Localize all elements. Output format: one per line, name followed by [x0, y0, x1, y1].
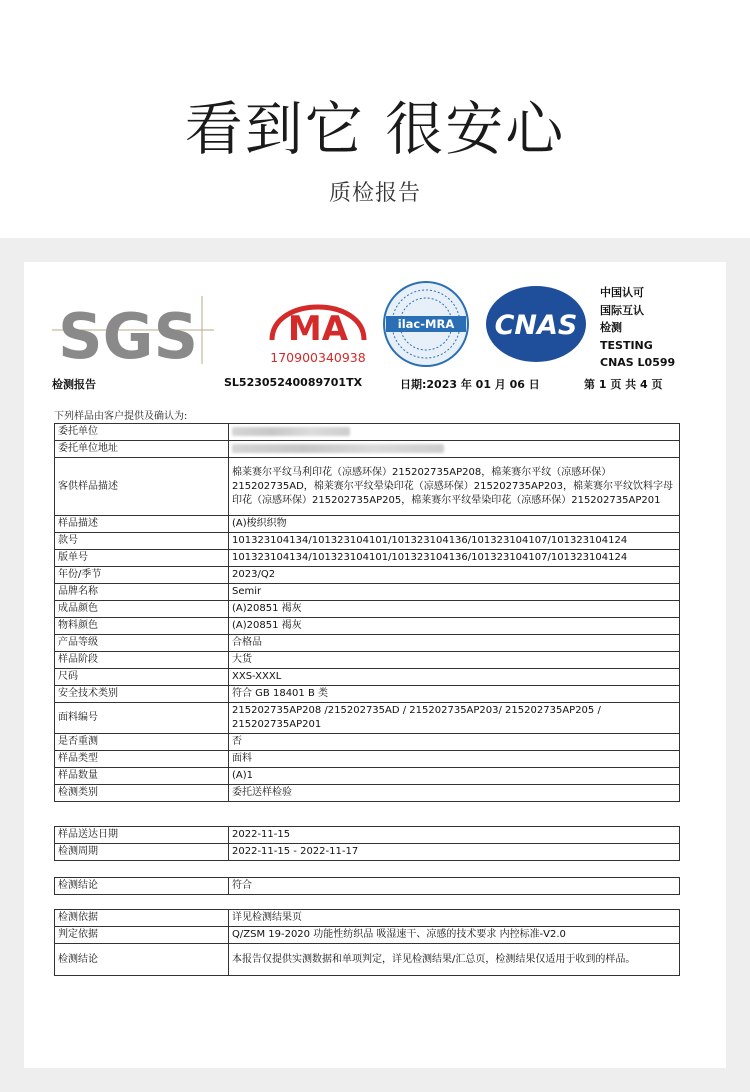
table-row	[55, 686, 680, 703]
table-row	[55, 703, 680, 734]
row-key: 尺码	[55, 669, 229, 686]
sample-info-table	[54, 423, 680, 802]
row-value: 棉莱赛尔平纹马利印花（凉感环保）215202735AP208，棉莱赛尔平纹（凉感环保）215202735AD，棉莱赛尔平纹晕染印花（凉感环保）215202735AP203，棉莱赛尔平纹饮料字母印花（凉感环保）215202735AP205，棉莱赛尔平纹晕染印花（凉感环保）215202735AP201	[229, 458, 680, 516]
table-row	[55, 516, 680, 533]
row-value: 101323104134/101323104101/101323104136/101323104107/101323104124	[229, 533, 680, 550]
row-key: 样品阶段	[55, 652, 229, 669]
row-key: 成品颜色	[55, 601, 229, 618]
table-row	[55, 567, 680, 584]
table-row	[55, 584, 680, 601]
row-key: 委托单位地址	[55, 441, 229, 458]
table-row	[55, 827, 680, 844]
row-key: 检测结论	[55, 878, 229, 895]
row-key: 样品描述	[55, 516, 229, 533]
row-key: 产品等级	[55, 635, 229, 652]
basis-table	[54, 909, 680, 976]
row-key: 是否重测	[55, 734, 229, 751]
table-row	[55, 424, 680, 441]
table-row	[55, 441, 680, 458]
row-value: 委托送样检验	[229, 785, 680, 802]
ilac-logo-text: ilac-MRA	[397, 317, 455, 331]
row-key: 品牌名称	[55, 584, 229, 601]
row-value: Q/ZSM 19-2020 功能性纺织品 吸湿速干、凉感的技术要求 内控标准-V2.0	[229, 927, 680, 944]
table-row	[55, 844, 680, 861]
row-key: 样品数量	[55, 768, 229, 785]
report-document	[24, 262, 726, 1068]
table-row	[55, 768, 680, 785]
row-value: 大货	[229, 652, 680, 669]
cnas-logo-text: CNAS	[494, 310, 578, 341]
cert-line: 中国认可	[600, 286, 644, 299]
row-value: 面料	[229, 751, 680, 768]
row-key: 检测类别	[55, 785, 229, 802]
table-row	[55, 533, 680, 550]
table-row	[55, 669, 680, 686]
cert-line: CNAS L0599	[600, 356, 676, 369]
table-row	[55, 785, 680, 802]
row-value: 2023/Q2	[229, 567, 680, 584]
row-value: 合格品	[229, 635, 680, 652]
row-key: 委托单位	[55, 424, 229, 441]
row-key: 检测周期	[55, 844, 229, 861]
report-header	[52, 376, 678, 394]
cnas-logo	[484, 284, 588, 364]
row-value: 101323104134/101323104101/101323104136/101323104107/101323104124	[229, 550, 680, 567]
sgs-logo-text: SGS	[58, 300, 199, 364]
row-key: 安全技术类别	[55, 686, 229, 703]
row-key: 客供样品描述	[55, 458, 229, 516]
row-value: (A)20851 褐灰	[229, 601, 680, 618]
report-number: SL52305240089701TX	[224, 376, 363, 389]
intro-text: 下列样品由客户提供及确认为:	[54, 411, 188, 422]
row-key: 检测结论	[55, 944, 229, 976]
report-label: 检测报告	[52, 378, 96, 391]
table-row	[55, 618, 680, 635]
cert-line: TESTING	[600, 338, 653, 352]
table-row	[55, 734, 680, 751]
accreditation-text	[600, 284, 675, 372]
row-key: 样品类型	[55, 751, 229, 768]
row-value: 详见检测结果页	[229, 910, 680, 927]
cert-line: 检测	[600, 321, 622, 334]
row-value: 2022-11-15 - 2022-11-17	[229, 844, 680, 861]
row-value: (A)1	[229, 768, 680, 785]
redacted-text	[232, 427, 350, 436]
table-row	[55, 601, 680, 618]
ilac-mra-logo	[382, 280, 470, 368]
report-date: 日期:2023 年 01 月 06 日	[400, 378, 540, 391]
row-value-redacted	[229, 441, 680, 458]
cma-logo-text: MA	[287, 309, 349, 349]
table-row	[55, 635, 680, 652]
row-value: (A)20851 褐灰	[229, 618, 680, 635]
table-row	[55, 652, 680, 669]
redacted-text	[232, 444, 444, 453]
row-value: 符合 GB 18401 B 类	[229, 686, 680, 703]
row-value: 2022-11-15	[229, 827, 680, 844]
row-key: 样品送达日期	[55, 827, 229, 844]
row-value-redacted	[229, 424, 680, 441]
table-row	[55, 458, 680, 516]
row-value: 符合	[229, 878, 680, 895]
row-key: 面料编号	[55, 703, 229, 734]
table-row	[55, 927, 680, 944]
row-value: XXS-XXXL	[229, 669, 680, 686]
report-page: 第 1 页 共 4 页	[584, 378, 663, 391]
table-row	[55, 550, 680, 567]
row-value: 215202735AP208 /215202735AD / 215202735AP203/ 215202735AP205 / 215202735AP201	[229, 703, 680, 734]
dates-table	[54, 826, 680, 861]
hero-title: 看到它 很安心	[184, 95, 566, 163]
row-key: 检测依据	[55, 910, 229, 927]
table-row	[55, 751, 680, 768]
cma-number: 170900340938	[270, 350, 366, 365]
row-key: 款号	[55, 533, 229, 550]
hero-subtitle: 质检报告	[328, 181, 421, 206]
table-row	[55, 944, 680, 976]
row-value: 本报告仅提供实测数据和单项判定，详见检测结果/汇总页，检测结果仅适用于收到的样品。	[229, 944, 680, 976]
row-value: Semir	[229, 584, 680, 601]
table-row	[55, 878, 680, 895]
row-key: 年份/季节	[55, 567, 229, 584]
row-key: 版单号	[55, 550, 229, 567]
row-key: 判定依据	[55, 927, 229, 944]
hero-section	[0, 0, 750, 238]
row-key: 物料颜色	[55, 618, 229, 635]
conclusion-table	[54, 877, 680, 895]
table-row	[55, 910, 680, 927]
sgs-logo	[52, 296, 214, 364]
row-value: 否	[229, 734, 680, 751]
cma-logo	[262, 290, 374, 370]
row-value: (A)梭织织物	[229, 516, 680, 533]
cert-line: 国际互认	[600, 303, 644, 317]
